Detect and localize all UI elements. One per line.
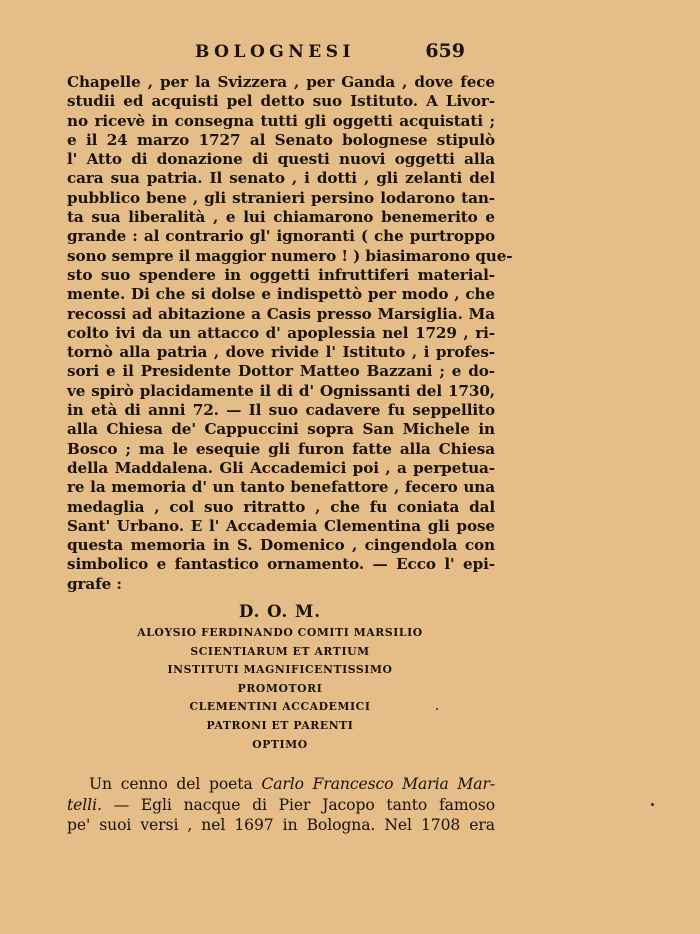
text-line: e il 24 marzo 1727 al Senato bolognese stipulò (67, 130, 495, 149)
text-line: Bosco ; ma le esequie gli furon fatte alla Chiesa (67, 439, 495, 458)
epigraph-line: SCIENTIARUM ET ARTIUM (190, 644, 370, 658)
text-line: studii ed acquisti pel detto suo Istituto. A Livor- (67, 92, 495, 111)
text-line: medaglia , col suo ritratto , che fu coniata dal (67, 497, 495, 516)
text-line: alla Chiesa de' Cappuccini sopra San Michele in (67, 420, 495, 439)
text-line: re la memoria d' un tanto benefattore , fecero una (67, 478, 495, 497)
epigraph-line: PATRONI ET PARENTI (206, 718, 354, 732)
text-line: Sant' Urbano. E l' Accademia Clementina gli pose (67, 516, 495, 535)
text-run: — Egli nacque di Pier Jacopo tanto famoso (101, 795, 495, 814)
text-line: sto suo spendere in oggetti infruttiferi material- (67, 265, 495, 284)
text-line: Chapelle , per la Svizzera , per Ganda , dove fece (67, 73, 495, 91)
text-line: questa memoria in S. Domenico , cingendola con (67, 536, 495, 555)
text-line: ta sua liberalità , e lui chiamarono benemerito e (67, 208, 495, 227)
text-line (67, 795, 495, 816)
page-number: 659 (425, 40, 465, 62)
text-line: grande : al contrario gl' ignoranti ( che purtroppo (67, 227, 495, 246)
print-speck (436, 708, 438, 710)
epigraph-line: OPTIMO (252, 737, 308, 751)
epigraph-line: INSTITUTI MAGNIFICENTISSIMO (167, 663, 393, 677)
text-line: ve spirò placidamente il di d' Ognissanti del 1730, (67, 381, 495, 400)
text-line (67, 774, 495, 795)
text-line: sori e il Presidente Dottor Matteo Bazzani ; e do- (67, 362, 495, 381)
text-line: cara sua patria. Il senato , i dotti , gli zelanti del (67, 169, 495, 188)
text-line: della Maddalena. Gli Accademici poi , a perpetua- (67, 458, 495, 477)
poet-name-continued: telli. (67, 795, 102, 814)
epigraph-line: CLEMENTINI ACCADEMICI (189, 700, 371, 714)
page-header (195, 40, 465, 64)
text-line: tornò alla patria , dove rivide l' Istituto , i profes- (67, 343, 495, 362)
text-line: sono sempre il maggior numero ! ) biasimarono que- (67, 246, 513, 265)
text-line: grafe : (67, 574, 122, 593)
epigraph-line: PROMOTORI (237, 681, 323, 695)
text-line: mente. Di che si dolse e indispettò per modo , che (67, 285, 495, 304)
poet-name: Carlo Francesco Maria Mar- (261, 775, 495, 793)
text-line: no ricevè in consegna tutti gli oggetti acquistati ; (67, 111, 495, 130)
section-paragraph (67, 774, 495, 836)
text-line: simbolico e fantastico ornamento. — Ecco l' epi- (67, 555, 495, 574)
print-speck (651, 803, 654, 806)
text-run: Un cenno del poeta (89, 775, 262, 793)
epigraph-line: ALOYSIO FERDINANDO COMITI MARSILIO (137, 626, 423, 639)
epigraph (120, 600, 440, 754)
text-line: recossi ad abitazione a Casis presso Marsiglia. Ma (67, 304, 495, 323)
text-line: pubblico bene , gli stranieri persino lodarono tan- (67, 188, 495, 207)
text-line: pe' suoi versi , nel 1697 in Bologna. Nel 1708 era (67, 816, 495, 834)
text-line: l' Atto di donazione di questi nuovi oggetti alla (67, 150, 495, 169)
running-head: BOLOGNESI (195, 42, 355, 62)
epigraph-heading: D. O. M. (238, 602, 322, 621)
body-paragraph (67, 73, 513, 594)
text-line: colto ivi da un attacco d' apoplessia nel 1729 , ri- (67, 323, 495, 342)
text-line: in età di anni 72. — Il suo cadavere fu seppellito (67, 401, 495, 420)
